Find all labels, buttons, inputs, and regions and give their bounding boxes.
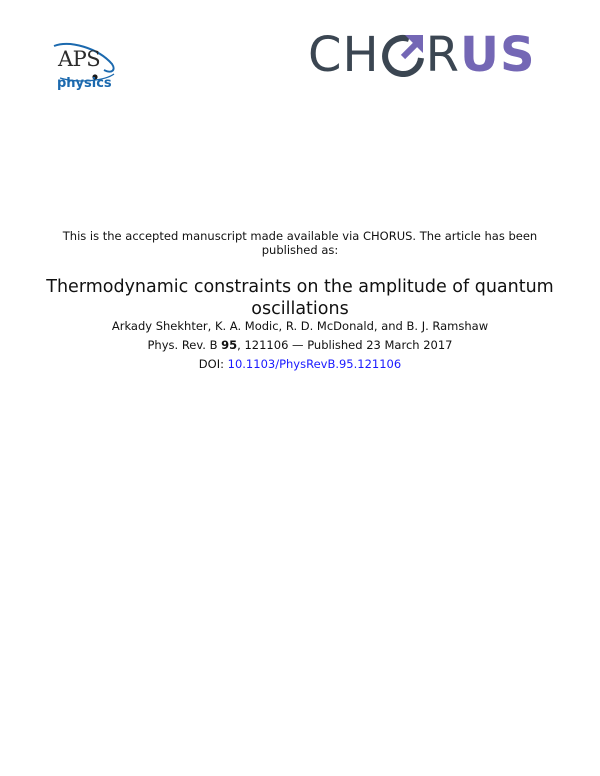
chorus-logo-part1: CH (308, 27, 380, 83)
article-authors: Arkady Shekhter, K. A. Modic, R. D. McDonald, and B. J. Ramshaw (111, 319, 489, 333)
chorus-logo (308, 29, 536, 81)
article-citation (40, 338, 560, 352)
doi-line (40, 357, 560, 371)
pages-and-date: , 121106 — Published 23 March 2017 (237, 338, 453, 352)
chorus-logo-part2: R (425, 27, 460, 83)
aps-logo-subtitle: physics (57, 76, 112, 91)
chorus-logo-part3: US (459, 27, 536, 83)
aps-logo-letters: APS (58, 47, 101, 71)
manuscript-notice: This is the accepted manuscript made available via CHORUS. The article has been published as: (62, 229, 538, 257)
journal-volume: 95 (221, 338, 238, 352)
doi-link[interactable]: 10.1103/PhysRevB.95.121106 (227, 357, 402, 371)
article-title: Thermodynamic constraints on the amplitude of quantum oscillations (46, 277, 554, 319)
doi-label: DOI: (198, 357, 228, 371)
chorus-arrow-icon (381, 33, 425, 77)
journal-name: Phys. Rev. B (147, 338, 222, 352)
aps-physics-logo (50, 40, 120, 100)
